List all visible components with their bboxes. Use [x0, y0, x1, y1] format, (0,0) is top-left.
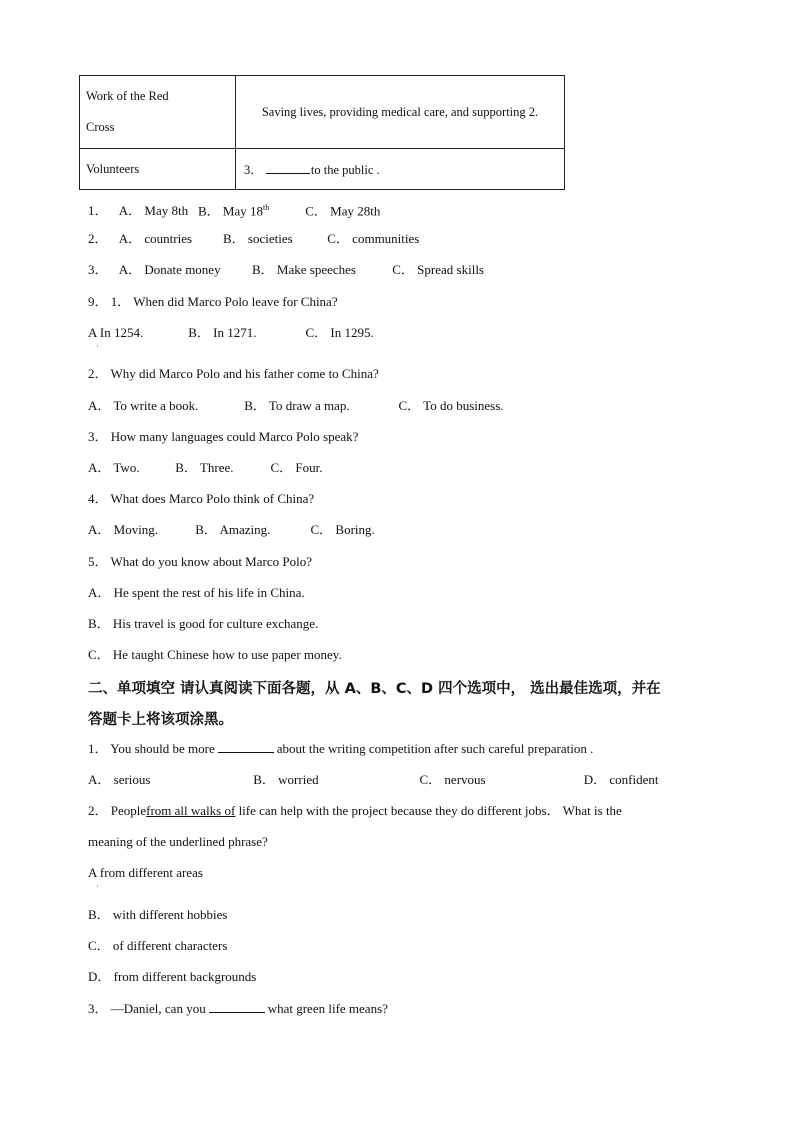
table-cell-content: 3． to the public .	[236, 149, 565, 190]
option-a: A from different areas	[88, 865, 203, 880]
option-b: B． His travel is good for culture exchange.	[88, 616, 319, 631]
option-a: A． He spent the rest of his life in China.	[88, 585, 305, 600]
option-b: B． To draw a map.	[244, 398, 350, 413]
option-a: A． May 8th	[118, 203, 189, 219]
question-row: 2． A． countries B． societies C． communities	[88, 231, 420, 246]
option-a: A． Moving.	[88, 522, 159, 537]
option-b: B． May 18th	[198, 203, 270, 219]
section-heading: 二、单项填空 请认真阅读下面各题，从 A、B、C、D 四个选项中， 选出最佳选项，并在	[88, 681, 661, 697]
question-text: 1． You should be more about the writing competition after such careful preparation .	[88, 741, 594, 756]
question-text: 4． What does Marco Polo think of China?	[88, 491, 315, 506]
worksheet-page: Work of the Red Cross Saving lives, providing medical care, and supporting 2. Volunteers 3． to the public . 1． A． May 8th B． May 18th C． May 28th 2． A． countries B． societies C． communities 3． A． Donate money B． Make speeches C． Spread skills 9． 1． When did Marco Polo leave for China? A In 1254. B． In 1271. C． In 1295. · 2． Why did Marco Polo and his father come to China? A． To write a book. B． To draw a map. C． To do business. 3． How many languages could Marco Polo speak? A． Two. B． Three. C． Four. 4． What does Marco Polo think of China? A． Moving. B． Amazing. C． Boring. 5． What do you know about Marco Polo? A． He spent the rest of his life in China. B． His travel is good for culture exchange. C． He taught Chinese how to use paper money. 二、单项填空 请认真阅读下面各题，从 A、B、C、D 四个选项中， 选出最佳选项，并在 答题卡上将该项涂黑。 1． You should be more about the writing competition after such careful preparation . A． serious B． worried C． nervous D． confident 2． Peoplefrom all walks of life can help with the project because they do different jobs． What is the meaning of the underlined phrase? A from different areas · B． with different hobbies C． of different characters D． from different backgrounds 3． —Daniel, can you what green life means?	[0, 0, 794, 1123]
option-c: C． In 1295.	[305, 325, 374, 340]
red-cross-table	[79, 75, 565, 190]
option-b: B． Amazing.	[195, 522, 271, 537]
option-b: B． societies	[223, 231, 293, 246]
option-a: A． To write a book.	[88, 398, 199, 413]
table-row	[80, 149, 565, 190]
option-c: C． Four.	[270, 460, 323, 475]
answer-blank	[266, 162, 310, 174]
option-c: C． To do business.	[398, 398, 504, 413]
option-d: D． from different backgrounds	[88, 969, 257, 984]
section-heading-cont: 答题卡上将该项涂黑。	[88, 712, 233, 728]
options-row	[88, 460, 323, 476]
question-text: 2． Peoplefrom all walks of life can help with the project because they do different jobs． What is the	[88, 803, 622, 818]
option-a: A． Two.	[88, 460, 140, 475]
table-cell-label: Volunteers	[80, 149, 236, 190]
options-row	[88, 522, 375, 538]
option-b: B． Make speeches	[252, 262, 356, 277]
option-a: A． countries	[118, 231, 193, 246]
options-row	[88, 325, 374, 341]
option-c: C． Boring.	[310, 522, 375, 537]
option-b: B． worried	[253, 772, 319, 787]
question-text: 9． 1． When did Marco Polo leave for China?	[88, 294, 338, 309]
question-text: 2． Why did Marco Polo and his father come to China?	[88, 366, 379, 381]
option-a: A． Donate money	[118, 262, 221, 277]
question-text: 5． What do you know about Marco Polo?	[88, 554, 312, 569]
options-row	[88, 772, 658, 788]
answer-blank	[218, 741, 274, 753]
option-c: C． May 28th	[305, 203, 381, 219]
question-row: 3． A． Donate money B． Make speeches C． Spread skills	[88, 262, 484, 277]
option-c: C． nervous	[419, 772, 486, 787]
option-a: A In 1254.	[88, 325, 144, 340]
option-c: C． of different characters	[88, 938, 228, 953]
option-b: B． with different hobbies	[88, 907, 228, 922]
table-cell-content: Saving lives, providing medical care, and supporting 2.	[236, 76, 565, 149]
option-b: B． In 1271.	[188, 325, 257, 340]
option-a: A． serious	[88, 772, 151, 787]
question-text: 3． How many languages could Marco Polo speak?	[88, 429, 359, 444]
option-c: C． He taught Chinese how to use paper money.	[88, 647, 342, 662]
table-cell-label: Work of the Red Cross	[80, 76, 236, 149]
answer-blank	[209, 1001, 265, 1013]
option-c: C． Spread skills	[392, 262, 484, 277]
question-text-cont: meaning of the underlined phrase?	[88, 834, 268, 849]
options-row	[88, 398, 504, 414]
table-row	[80, 76, 565, 149]
underlined-phrase: from all walks of	[146, 803, 236, 818]
option-d: D． confident	[583, 772, 659, 787]
option-c: C． communities	[327, 231, 420, 246]
question-text: 3． —Daniel, can you what green life means?	[88, 1001, 388, 1016]
option-b: B． Three.	[175, 460, 234, 475]
question-row: 1． A． May 8th B． May 18th C． May 28th	[88, 200, 380, 219]
